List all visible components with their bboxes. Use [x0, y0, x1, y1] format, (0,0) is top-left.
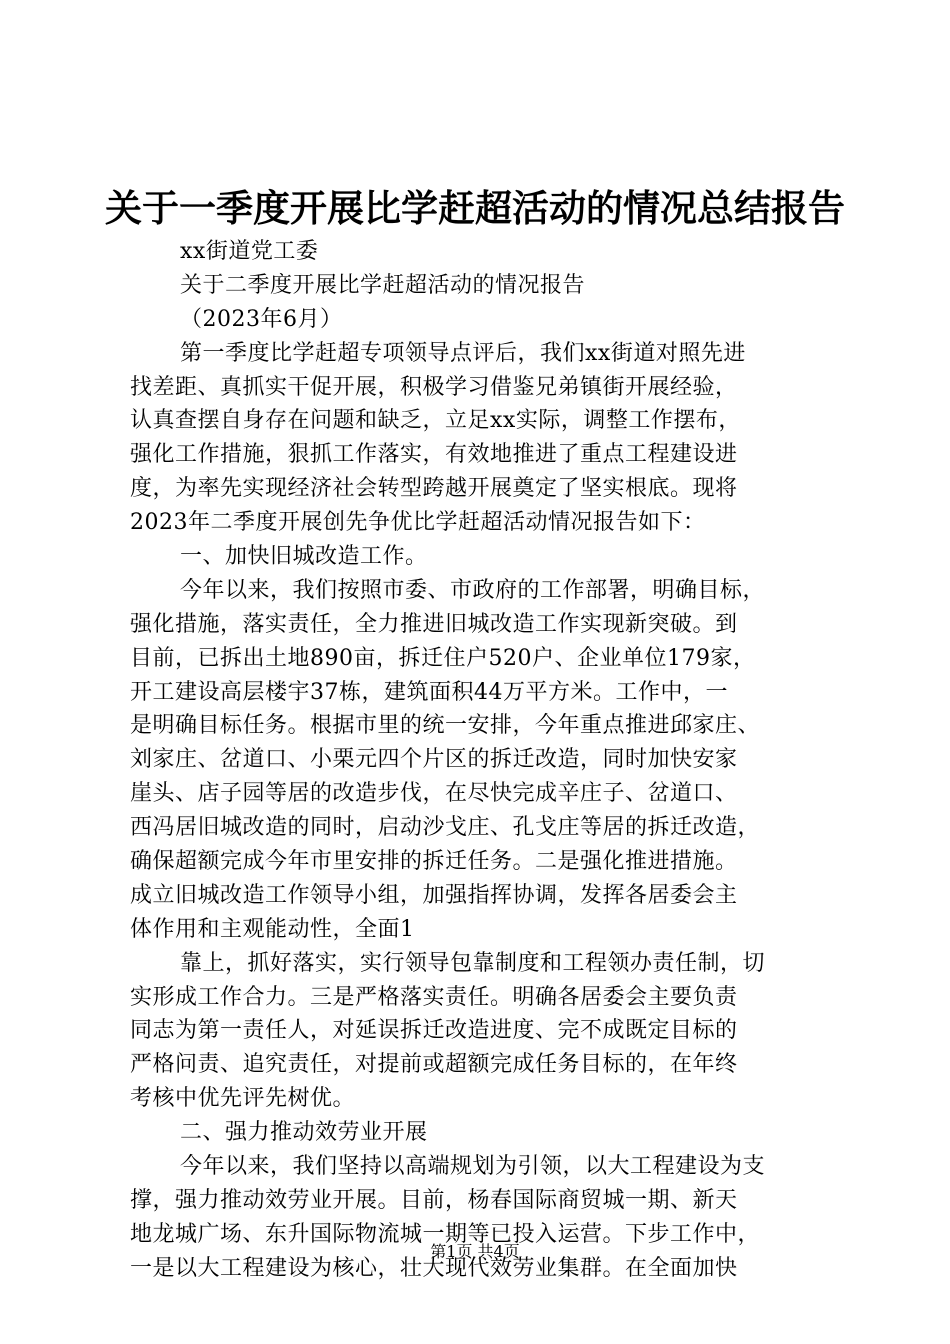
- text-line: 一是以大工程建设为核心，壮大现代效劳业集群。在全面加快: [130, 1255, 738, 1281]
- text-line: 是明确目标任务。根据市里的统一安排，今年重点推进邱家庄、: [130, 713, 761, 739]
- text-line: xx街道党工委: [180, 239, 319, 264]
- text-line: 靠上，抓好落实，实行领导包靠制度和工程领办责任制，切: [180, 950, 766, 976]
- text-line: 撑，强力推动效劳业开展。目前，杨春国际商贸城一期、新天: [130, 1187, 738, 1213]
- text-line: 二、强力推动效劳业开展: [180, 1120, 428, 1146]
- text-line: 西冯居旧城改造的同时，启动沙戈庄、孔戈庄等居的拆迁改造，: [130, 815, 761, 841]
- text-line: 目前，已拆出土地890亩，拆迁住户520户、企业单位179家，: [130, 645, 756, 671]
- text-line: 开工建设高层楼宇37栋，建筑面积44万平方米。工作中，一: [130, 679, 728, 705]
- text-line: 今年以来，我们坚持以高端规划为引领，以大工程建设为支: [180, 1154, 766, 1180]
- text-line: 刘家庄、岔道口、小栗元四个片区的拆迁改造，同时加快安家: [130, 747, 738, 773]
- text-line: 同志为第一责任人，对延误拆迁改造进度、完不成既定目标的: [130, 1018, 738, 1044]
- text-line: 强化工作措施，狠抓工作落实，有效地推进了重点工程建设进: [130, 442, 738, 468]
- text-line: 找差距、真抓实干促开展，积极学习借鉴兄弟镇街开展经验，: [130, 374, 738, 400]
- text-line: 体作用和主观能动性，全面1: [130, 916, 415, 942]
- text-line: 考核中优先评先树优。: [130, 1086, 356, 1112]
- text-line: 实形成工作合力。三是严格落实责任。明确各居委会主要负责: [130, 984, 738, 1010]
- text-line: 一、加快旧城改造工作。: [180, 544, 428, 570]
- text-line: （2023年6月）: [180, 306, 343, 332]
- text-line: 严格问责、追究责任，对提前或超额完成任务目标的，在年终: [130, 1052, 738, 1078]
- page-footer: 第1页 共4页: [430, 1242, 520, 1261]
- text-line: 崖头、店子园等居的改造步伐，在尽快完成辛庄子、岔道口、: [130, 781, 738, 807]
- text-line: 地龙城广场、东升国际物流城一期等已投入运营。下步工作中，: [130, 1221, 761, 1247]
- text-line: 度，为率先实现经济社会转型跨越开展奠定了坚实根底。现将: [130, 476, 738, 502]
- document-body: [130, 235, 830, 1286]
- text-line: 成立旧城改造工作领导小组，加强指挥协调，发挥各居委会主: [130, 882, 738, 908]
- text-line: 关于二季度开展比学赶超活动的情况报告: [180, 272, 586, 298]
- text-line: 今年以来，我们按照市委、市政府的工作部署，明确目标，: [180, 577, 766, 603]
- text-line: 第一季度比学赶超专项领导点评后，我们xx街道对照先进: [180, 340, 746, 366]
- text-line: 强化措施，落实责任，全力推进旧城改造工作实现新突破。到: [130, 611, 738, 637]
- text-line: 确保超额完成今年市里安排的拆迁任务。二是强化推进措施。: [130, 849, 738, 875]
- text-line: 2023年二季度开展创先争优比学赶超活动情况报告如下：: [130, 510, 706, 536]
- document-title: 关于一季度开展比学赶超活动的情况总结报告: [105, 186, 845, 230]
- text-line: 认真查摆自身存在问题和缺乏，立足xx实际，调整工作摆布，: [130, 408, 741, 434]
